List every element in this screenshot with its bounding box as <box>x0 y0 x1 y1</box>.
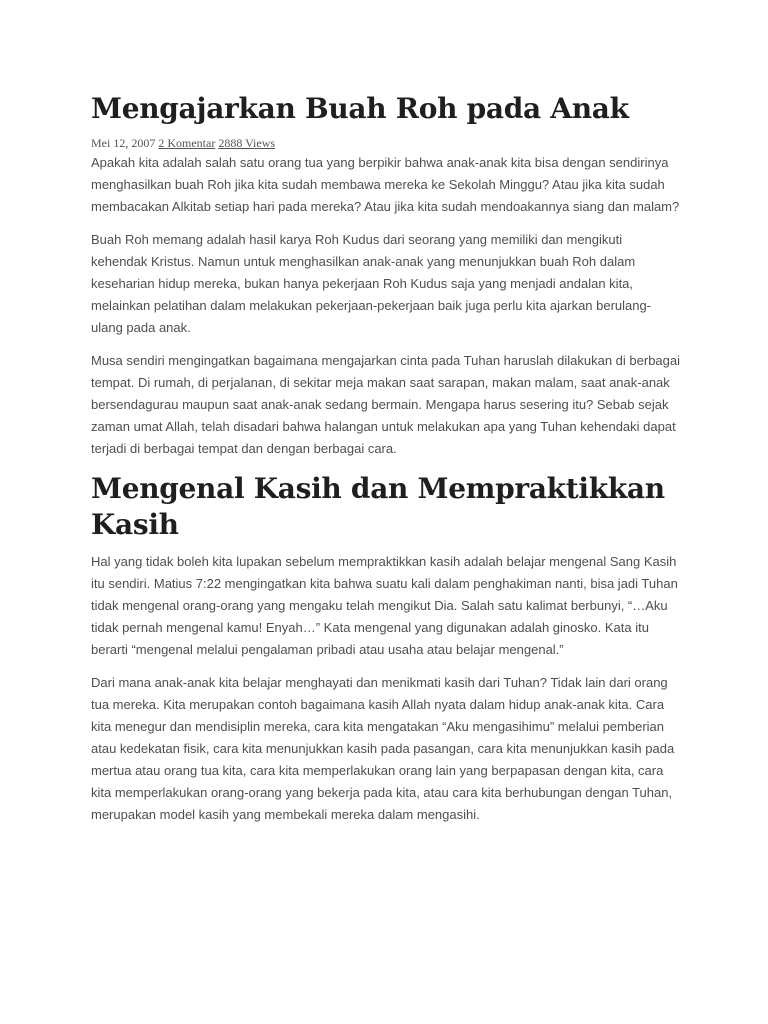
section-paragraph: Hal yang tidak boleh kita lupakan sebelum mempraktikkan kasih adalah belajar mengenal Sang Kasih itu sendiri. Matius 7:22 mengingatkan kita bahwa suatu kali dalam penghakiman nanti, bisa jadi Tuhan tidak mengenal orang-orang yang mengaku telah mengikut Dia. Salah satu kalimat berbunyi, “…Aku tidak pernah mengenal kamu! Enyah…” Kata mengenal yang digunakan adalah ginosko. Kata itu berarti “mengenal melalui pengalaman pribadi atau usaha atau belajar mengenal.” <box>91 554 678 657</box>
comments-link[interactable]: 2 Komentar <box>158 136 216 150</box>
article-meta <box>91 136 681 150</box>
post-date: Mei 12, 2007 <box>91 136 156 150</box>
article-paragraph: Apakah kita adalah salah satu orang tua yang berpikir bahwa anak-anak kita bisa dengan sendirinya menghasilkan buah Roh jika kita sudah membawa mereka ke Sekolah Minggu? Atau jika kita sudah membacakan Alkitab setiap hari pada mereka? Atau jika kita sudah mendoakannya siang dan malam? <box>91 155 680 214</box>
section-heading: Mengenal Kasih dan Mempraktikkan Kasih <box>91 472 665 541</box>
section-paragraph: Dari mana anak-anak kita belajar menghayati dan menikmati kasih dari Tuhan? Tidak lain dari orang tua mereka. Kita merupakan contoh bagaimana kasih Allah nyata dalam hidup anak-anak kita. Cara kita menegur dan mendisiplin mereka, cara kita mengatakan “Aku mengasihimu” melalui pemberian atau kedekatan fisik, cara kita menunjukkan kasih pada pasangan, cara kita menunjukkan kasih pada mertua atau orang tua kita, cara kita memperlakukan orang lain yang berpapasan dengan kita, cara kita memperlakukan orang-orang yang bekerja pada kita, atau cara kita berhubungan dengan Tuhan, merupakan model kasih yang membekali mereka dalam mengasihi. <box>91 675 675 822</box>
article-page <box>91 88 681 837</box>
article-title: Mengajarkan Buah Roh pada Anak <box>91 92 629 125</box>
article-paragraph: Musa sendiri mengingatkan bagaimana mengajarkan cinta pada Tuhan haruslah dilakukan di berbagai tempat. Di rumah, di perjalanan, di sekitar meja makan saat sarapan, makan malam, saat anak-anak bersendagurau maupun saat anak-anak sedang bermain. Mengapa harus sesering itu? Sebab sejak zaman umat Allah, telah disadari bahwa halangan untuk melakukan apa yang Tuhan kehendaki dapat terjadi di berbagai tempat dan dengan berbagai cara. <box>91 353 680 456</box>
article-paragraph: Buah Roh memang adalah hasil karya Roh Kudus dari seorang yang memiliki dan mengikuti kehendak Kristus. Namun untuk menghasilkan anak-anak yang menunjukkan buah Roh dalam keseharian hidup mereka, bukan hanya pekerjaan Roh Kudus saja yang menjadi andalan kita, melainkan pelatihan dalam melakukan pekerjaan-pekerjaan baik juga perlu kita ajarkan berulang-ulang pada anak. <box>91 232 652 335</box>
views-link[interactable]: 2888 Views <box>218 136 276 150</box>
